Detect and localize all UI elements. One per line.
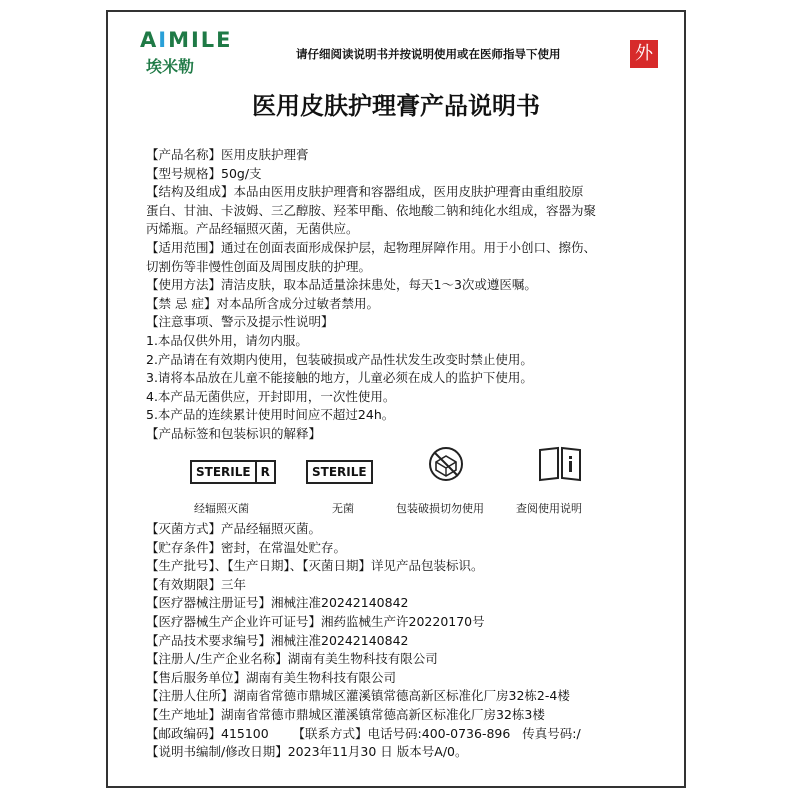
instructions-body-2 [146,520,672,762]
text-line: 蛋白、甘油、卡波姆、三乙醇胺、羟苯甲酯、依地酸二钠和纯化水组成，容器为聚 [146,202,597,218]
usage-notice: 请仔细阅读说明书并按说明使用或在医师指导下使用 [296,47,561,61]
text-line: 【灭菌方式】产品经辐照灭菌。 [146,521,322,536]
sterile-symbol: STERILE [306,460,373,484]
text-line: 5.本产品的连续累计使用时间应不超过24h。 [146,407,395,423]
text-line: 【说明书编制/修改日期】2023年11月30 日 版本号A/0。 [146,744,468,760]
text-line: 【使用方法】清洁皮肤，取本品适量涂抹患处，每天1～3次或遵医嘱。 [146,277,537,293]
text-line: 【禁 忌 症】对本品所含成分过敏者禁用。 [146,295,379,311]
text-line: 【售后服务单位】湖南有美生物科技有限公司 [146,669,397,685]
text-line: 切割伤等非慢性创面及周围皮肤的护理。 [146,258,372,274]
consult-instructions-icon [536,444,584,482]
text-line: 【注册人/生产企业名称】湖南有美生物科技有限公司 [146,651,438,667]
text-line: 2.产品请在有效期内使用，包装破损或产品性状发生改变时禁止使用。 [146,351,533,367]
text-line: 1.本品仅供外用，请勿内服。 [146,332,308,348]
text-line: 【生产批号】、【生产日期】、【灭菌日期】详见产品包装标识。 [146,558,484,574]
brand-logo: AIMILE [140,28,233,52]
brand-name-cn: 埃米勒 [146,57,195,76]
symbol-label: 查阅使用说明 [516,502,582,515]
text-line: 【产品技术要求编号】湘械注准20242140842 [146,632,409,648]
document-title: 医用皮肤护理膏产品说明书 [252,92,540,120]
text-line: 【注意事项、警示及提示性说明】 [146,314,334,330]
text-line: 【生产地址】湖南省常德市鼎城区灌溪镇常德高新区标准化厂房32栋3楼 [146,706,545,722]
text-line: 【医疗器械注册证号】湘械注准20242140842 [146,595,409,611]
text-line: 【产品名称】医用皮肤护理膏 [146,147,309,162]
sterile-r-symbol: STERILE R [190,460,276,484]
text-line: 【产品标签和包装标识的解释】 [146,425,322,441]
text-line: 【贮存条件】密封，在常温处贮存。 [146,539,347,555]
package-symbols [146,454,666,514]
text-line: 【结构及组成】本品由医用皮肤护理膏和容器组成，医用皮肤护理膏由重组胶原 [146,184,584,200]
text-line: 【有效期限】三年 [146,576,247,592]
damaged-package-icon [426,444,466,484]
instructions-body-1 [146,146,672,444]
text-line: 【医疗器械生产企业许可证号】湘药监械生产许20220170号 [146,613,485,629]
text-line: 【注册人住所】湖南省常德市鼎城区灌溪镇常德高新区标准化厂房32栋2-4楼 [146,688,570,704]
symbol-label: 包装破损切勿使用 [396,502,484,515]
symbol-label: 无菌 [332,502,354,515]
text-line: 【适用范围】通过在创面表面形成保护层，起物理屏障作用。用于小创口、擦伤、 [146,239,597,255]
text-line: 4.本产品无菌供应，开封即用，一次性使用。 [146,388,396,404]
text-line: 【邮政编码】415100 【联系方式】电话号码:400-0736-896 传真号码:/ [146,725,581,741]
text-line: 【型号规格】50g/支 [146,165,262,181]
external-use-badge: 外 [630,40,658,68]
text-line: 丙烯瓶。产品经辐照灭菌，无菌供应。 [146,221,359,237]
symbol-label: 经辐照灭菌 [194,502,249,515]
text-line: 3.请将本品放在儿童不能接触的地方，儿童必须在成人的监护下使用。 [146,370,533,386]
